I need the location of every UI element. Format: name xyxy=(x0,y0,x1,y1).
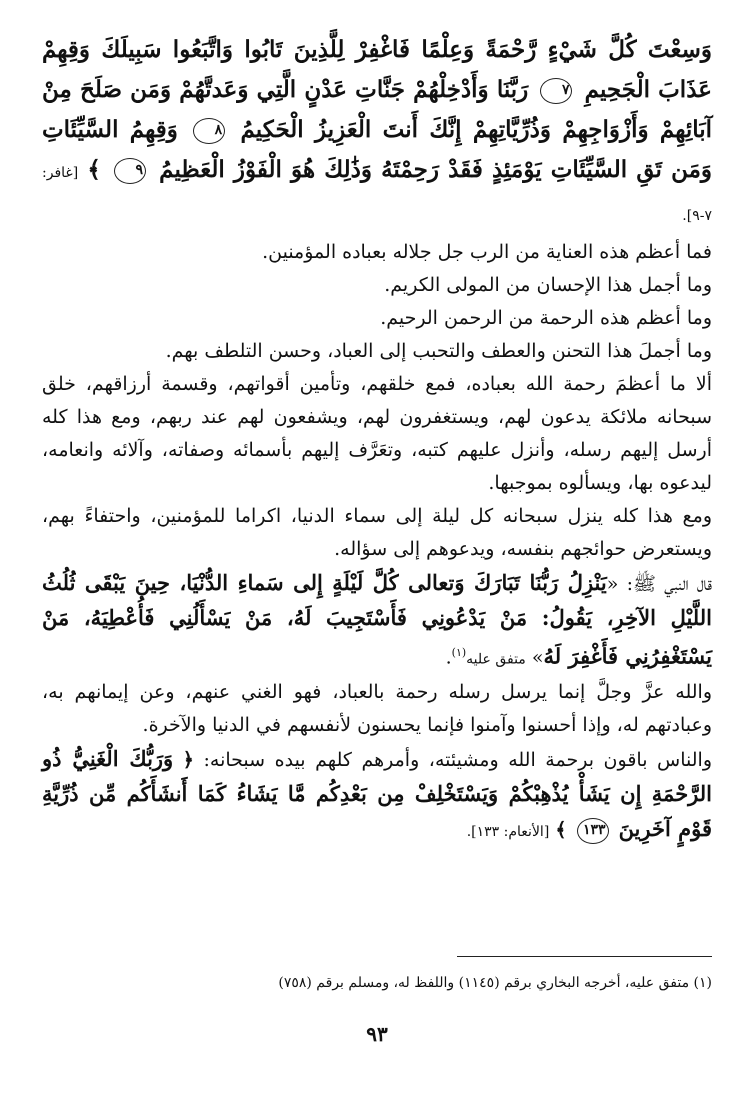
paragraph: فما أعظم هذه العناية من الرب جل جلاله بعباده المؤمنين. xyxy=(262,241,712,263)
ayah-number-133: ١٣٣ xyxy=(577,818,609,844)
footnote-divider xyxy=(457,956,712,957)
closing-verse-reference: [الأنعام: ١٣٣]. xyxy=(466,824,550,841)
verse-text-part-3: وَقِهِمُ السَّيِّئَاتِ وَمَن تَقِ السَّيِّئَاتِ يَوْمَئِذٍ فَقَدْ رَحِمْتَهُ وَذَٰلِكَ هُوَ الْفَوْزُ الْعَظِيمُ xyxy=(42,116,713,183)
hadith-text: يَنْزِلُ رَبُّنَا تَبَارَكَ وَتعالى كُلَّ لَيْلَةٍ إِلى سَماءِ الدُّنْيَا، حِينَ يَبْقَى ثُلُثُ اللَّيْلِ الآخِرِ، يَقُولُ: مَنْ يَدْعُونِي فَأَسْتَجِيبَ لَهُ، مَنْ يَسْأَلُنِي فَأُعْطِيَهُ، مَنْ يَسْتَغْفِرُنِي فَأَغْفِرَ لَهُ xyxy=(42,570,712,669)
paragraph: وما أجمل هذا الإحسان من المولى الكريم. xyxy=(384,274,712,296)
page-body xyxy=(42,30,712,849)
ayah-number-7: ٧ xyxy=(540,78,572,104)
paragraph: وما أعظم هذه الرحمة من الرحمن الرحيم. xyxy=(380,307,712,329)
paragraph: وما أجملَ هذا التحنن والعطف والتحبب إلى العباد، وحسن التلطف بهم. xyxy=(165,340,712,362)
verse-reference: [غافر: ٧-٩]. xyxy=(42,165,712,224)
closing-quran-verse: وَرَبُّكَ الْغَنِيُّ ذُو الرَّحْمَةِ إِن يَشَأْ يُذْهِبْكُمْ وَيَسْتَخْلِفْ مِن بَعْدِكُم مَّا يَشَاءُ كَمَا أَنشَأَكُم مِّن ذُرِّيَّةِ قَوْمٍ آخَرِينَ xyxy=(42,746,712,842)
hadith-paragraph: قال النبي ﷺ: «يَنْزِلُ رَبُّنَا تَبَارَكَ وَتعالى كُلَّ لَيْلَةٍ إِلى سَماءِ الدُّنْيَا، حِينَ يَبْقَى ثُلُثُ اللَّيْلِ الآخِرِ، يَقُولُ: مَنْ يَدْعُونِي فَأَسْتَجِيبَ لَهُ، مَنْ يَسْأَلُنِي فَأُعْطِيَهُ، مَنْ يَسْتَغْفِرُنِي فَأَغْفِرَ لَهُ» متفق عليه$^{(١)}$. xyxy=(42,570,712,669)
closing-intro: والناس باقون برحمة الله ومشيئته، وأمرهم كلهم بيده سبحانه: xyxy=(203,749,713,772)
verse-closing-bracket: ﴾ xyxy=(555,819,567,842)
ayah-number-8: ٨ xyxy=(193,118,225,144)
hadith-grading: متفق عليه xyxy=(466,651,526,668)
paragraph: ومع هذا كله ينزل سبحانه كل ليلة إلى سماء الدنيا، اكراما للمؤمنين، واحتفاءً بهم، ويستعرض حوائجهم بنفسه، ويدعوهم إلى سؤاله. xyxy=(42,505,712,560)
closing-paragraph xyxy=(42,742,712,849)
verse-opening-bracket: ﴿ xyxy=(182,749,194,772)
page-number: ٩٣ xyxy=(366,1022,388,1046)
verse-text-part-2: رَبَّنَا وَأَدْخِلْهُمْ جَنَّاتِ عَدْنٍ الَّتِي وَعَدتَّهُمْ وَمَن صَلَحَ مِنْ آبَائِهِمْ وَأَزْوَاجِهِمْ وَذُرِّيَّاتِهِمْ إِنَّكَ أَنتَ الْعَزِيزُ الْحَكِيمُ xyxy=(42,76,713,143)
footnote-marker: (١) xyxy=(451,646,467,659)
paragraph: ألا ما أعظمَ رحمة الله بعباده، فمع خلقهم، وتأمين أقواتهم، وقسمة أرزاقهم، خلق سبحانه ملائكة يدعون لهم، ويستغفرون لهم، ويشفعون لهم عند ربهم، ومع هذا كله أرسل إليهم رسله، وأنزل عليهم كتبه، وتعَرَّف إليهم بأسمائه وصفاته، وآلائه وانعامه، ليدعوه بها، ويسألوه بموجبها. xyxy=(42,373,712,494)
opening-quran-verse xyxy=(42,30,712,236)
verse-closing-bracket: ﴾ xyxy=(87,156,101,183)
hadith-close: » xyxy=(531,646,544,669)
footnote: (١) متفق عليه، أخرجه البخاري برقم (١١٤٥) واللفظ له، ومسلم برقم (٧٥٨) xyxy=(278,975,712,991)
hadith-intro: قال النبي ﷺ: « xyxy=(606,573,712,595)
paragraph: والله عزَّ وجلَّ إنما يرسل رسله رحمة بالعباد، فهو الغني عنهم، وعن إيمانهم به، وعبادتهم له، وإذا أحسنوا وآمنوا فإنما يحسنون لأنفسهم في الدنيا والآخرة. xyxy=(42,681,712,737)
verse-text-part-1: وَسِعْتَ كُلَّ شَيْءٍ رَّحْمَةً وَعِلْمًا فَاغْفِرْ لِلَّذِينَ تَابُوا وَاتَّبَعُوا سَبِيلَكَ وَقِهِمْ عَذَابَ الْجَحِيمِ xyxy=(42,36,712,103)
ayah-number-9: ٩ xyxy=(114,158,146,184)
